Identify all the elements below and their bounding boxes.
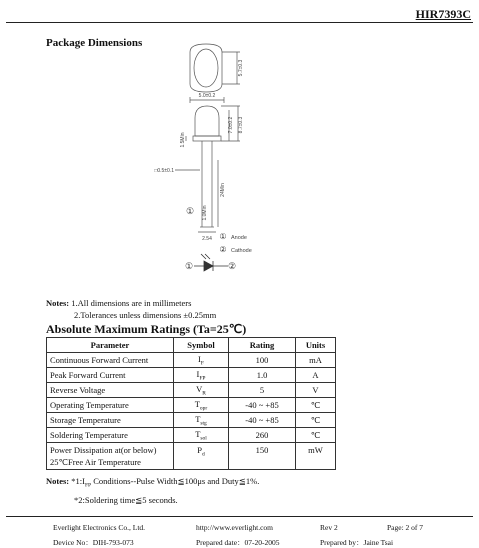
section-title-amr: Absolute Maximum Ratings (Ta=25℃) [46,322,247,336]
row-unit: ℃ [296,398,336,413]
row-unit: mA [296,353,336,368]
dim-lead-length-2: 1.0Min [202,205,208,221]
table-row [47,428,336,443]
row-rating: 100 [229,353,296,368]
note-rating-1: $*1:I_{FP}$ Conditions--Pulse Width≦100μs and Duty≦1%. [71,476,260,489]
row-symbol: $T_{sol}$ [174,428,229,443]
legend-marker-1: ① [219,232,227,241]
row-parameter: Operating Temperature [47,398,174,413]
row-parameter: Soldering Temperature [47,428,174,443]
row-unit: ℃ [296,428,336,443]
row-rating: -40 ~ +85 [229,413,296,428]
table-row [47,413,336,428]
col-rating: Rating [229,338,296,353]
notes-label: Notes: [46,476,70,486]
row-parameter: Storage Temperature [47,413,174,428]
table-row-power [47,443,336,470]
row-unit: ℃ [296,413,336,428]
footer-device-no: Device No：DIH-793-073 [53,538,134,547]
legend-cathode: Cathode [231,248,252,254]
top-view [190,44,240,92]
footer-company: Everlight Electronics Co., Ltd. [53,523,146,532]
row-parameter: Continuous Forward Current [47,353,174,368]
table-header-row [47,338,336,353]
ratings-table [46,337,336,470]
notes-label: Notes: [46,298,70,308]
dim-lead: □0.5±0.1 [154,168,174,174]
row-unit: A [296,368,336,383]
row-rating: 260 [229,428,296,443]
row-unit: mW [296,443,336,470]
row-parameter: Reverse Voltage [47,383,174,398]
row-rating: 150 [229,443,296,470]
row-parameter: Peak Forward Current [47,368,174,383]
row-symbol: $T_{opr}$ [174,398,229,413]
dim-flange-height: 1.5Min [180,132,186,148]
footer-rev: Rev 2 [320,523,338,532]
footer-prepared-by: Prepared by：Jaine Tsai [320,538,394,547]
table-row [47,353,336,368]
dim-lead-length: 24Min [220,183,226,197]
row-rating: 1.0 [229,368,296,383]
footer-page: Page: 2 of 7 [387,523,424,532]
row-unit: V [296,383,336,398]
col-parameter: Parameter [47,338,174,353]
row-rating: -40 ~ +85 [229,398,296,413]
dim-total-body: 8.7±0.3 [238,116,244,134]
col-units: Units [296,338,336,353]
dim-width-side: 5.7±0.3 [238,59,244,77]
row-parameter: Power Dissipation at(or below) 25℃Free Air Temperature [47,443,174,470]
dim-pitch: 2.54 [202,236,212,242]
dim-diameter: 5.0±0.2 [198,93,216,99]
row-symbol: $I_F$ [174,353,229,368]
table-row [47,398,336,413]
diode-marker-1: ① [184,261,194,271]
part-number: HIR7393C [415,7,471,21]
notes-ratings [46,474,259,507]
legend-anode: Anode [231,235,247,241]
note-dim-2: 2.Tolerances unless dimensions ±0.25mm [74,310,217,320]
footer-url: http://www.everlight.com [196,523,273,532]
table-row [47,383,336,398]
marker-1: ① [185,206,195,216]
section-title-package: Package Dimensions [46,37,143,49]
dim-body-length: 7.0±0.2 [228,116,234,134]
notes-dimensions [46,297,216,321]
footer-prepared-date: Prepared date：07-20-2005 [196,538,280,547]
row-symbol: $T_{stg}$ [174,413,229,428]
table-row [47,368,336,383]
diode-symbol [194,254,228,271]
row-symbol: $P_d$ [174,443,229,470]
legend-marker-2: ② [219,245,227,254]
diode-marker-2: ② [227,261,237,271]
row-symbol: $V_R$ [174,383,229,398]
row-symbol: $I_{FP}$ [174,368,229,383]
row-rating: 5 [229,383,296,398]
note-rating-2: *2:Soldering time≦5 seconds. [74,494,178,505]
footer-rule [6,516,473,517]
note-dim-1: 1.All dimensions are in millimeters [71,298,192,308]
col-symbol: Symbol [174,338,229,353]
